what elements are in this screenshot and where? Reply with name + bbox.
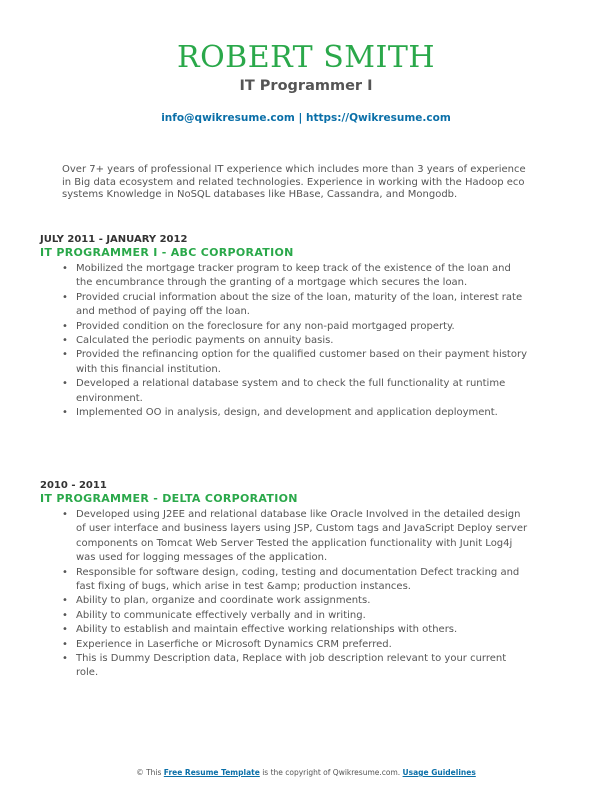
list-item: • Mobilized the mortgage tracker program to keep track of the existence of the loan and the encumbrance through the granting of a mortgage which secures the loan. bbox=[76, 262, 540, 291]
usage-guidelines-link[interactable]: Usage Guidelines bbox=[402, 768, 476, 777]
list-item: • Implemented OO in analysis, design, and development and application deployment. bbox=[76, 406, 540, 420]
free-resume-template-link[interactable]: Free Resume Template bbox=[163, 768, 260, 777]
list-item: • Experience in Laserfiche or Microsoft Dynamics CRM preferred. bbox=[76, 638, 540, 652]
list-item: • Ability to plan, organize and coordinate work assignments. bbox=[76, 594, 540, 608]
list-item: • Responsible for software design, coding, testing and documentation Defect tracking and fast fixing of bugs, which arise in test &amp; production instances. bbox=[76, 566, 540, 595]
footer bbox=[0, 768, 612, 777]
summary-paragraph: Over 7+ years of professional IT experience which includes more than 3 years of experience in Big data ecosystem and related technologies. Experience in working with the Hadoop eco systems Knowledge in NoSQL databases like HBase, Cassandra, and Mongodb. bbox=[62, 164, 526, 200]
footer-prefix: © This bbox=[136, 768, 162, 777]
job-bullets bbox=[40, 508, 540, 681]
job-position-title: IT PROGRAMMER I - ABC CORPORATION bbox=[40, 246, 294, 259]
job-entry-1 bbox=[40, 234, 540, 420]
candidate-name: ROBERT SMITH bbox=[176, 40, 436, 75]
email-link[interactable]: info@qwikresume.com bbox=[161, 112, 295, 124]
list-item: • Provided the refinancing option for the qualified customer based on their payment history with this financial institution. bbox=[76, 348, 540, 377]
job-dates: 2010 - 2011 bbox=[40, 480, 107, 491]
list-item: • This is Dummy Description data, Replace with job description relevant to your current role. bbox=[76, 652, 540, 681]
list-item: • Calculated the periodic payments on annuity basis. bbox=[76, 334, 540, 348]
list-item: • Provided crucial information about the size of the loan, maturity of the loan, interest rate and method of paying off the loan. bbox=[76, 291, 540, 320]
job-entry-2 bbox=[40, 480, 540, 681]
list-item: • Developed a relational database system and to check the full functionality at runtime environment. bbox=[76, 377, 540, 406]
footer-copyright-text: is the copyright of Qwikresume.com. bbox=[262, 768, 401, 777]
website-link[interactable]: https://Qwikresume.com bbox=[305, 112, 451, 124]
list-item: • Ability to establish and maintain effective working relationships with others. bbox=[76, 623, 540, 637]
job-title-heading: IT Programmer I bbox=[239, 78, 373, 94]
job-position-title: IT PROGRAMMER - DELTA CORPORATION bbox=[40, 492, 298, 505]
list-item: • Provided condition on the foreclosure for any non-paid mortgaged property. bbox=[76, 320, 540, 334]
job-dates: JULY 2011 - JANUARY 2012 bbox=[40, 234, 188, 245]
contact-line bbox=[0, 112, 612, 124]
list-item: • Ability to communicate effectively verbally and in writing. bbox=[76, 609, 540, 623]
contact-separator: | bbox=[298, 112, 303, 124]
job-bullets bbox=[40, 262, 540, 420]
list-item: • Developed using J2EE and relational database like Oracle Involved in the detailed design of user interface and business layers using JSP, Custom tags and JavaScript Deploy server components on Tomcat Web Server Tested the application functionality with Junit Log4j was used for logging messages of the application. bbox=[76, 508, 540, 566]
